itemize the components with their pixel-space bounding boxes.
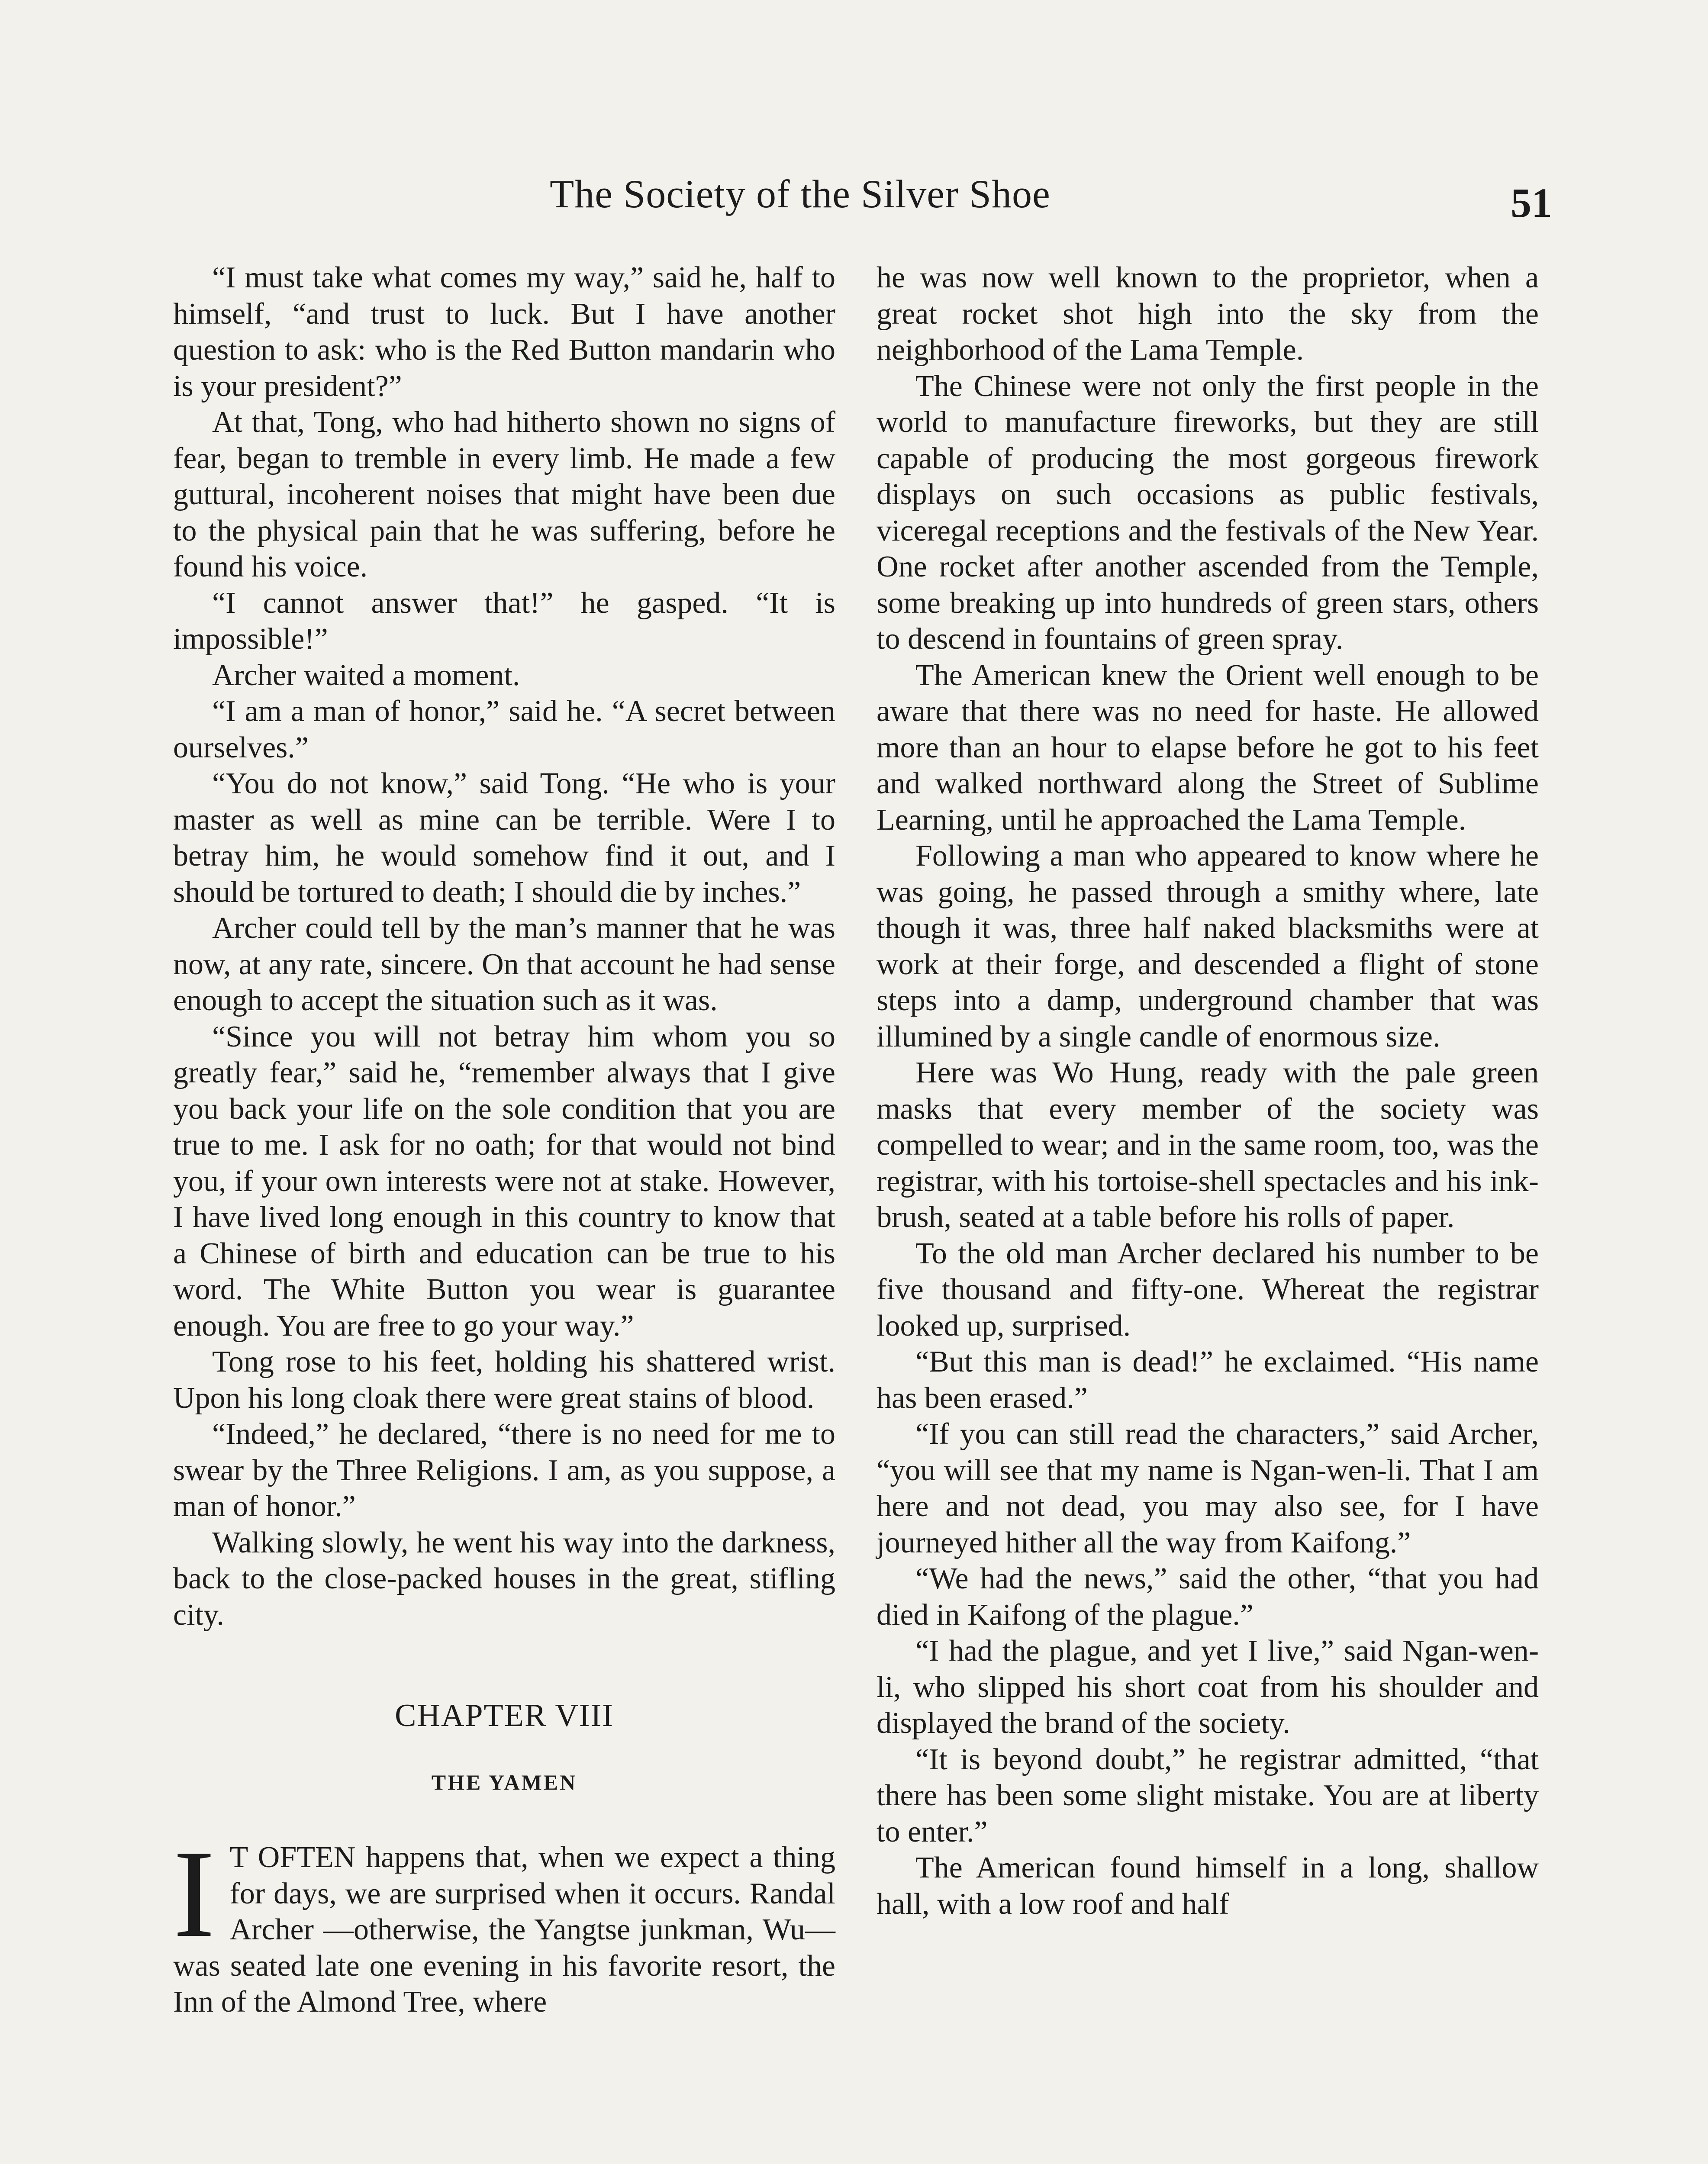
paragraph: Here was Wo Hung, ready with the pale green masks that every member of the society was compelled to wear; and in the same room, too, was the registrar, with his tortoise-shell spectacles and his ink-brush, seated at a table before his rolls of paper. [877, 1056, 1539, 1234]
continued-paragraph: he was now well known to the proprietor, when a great rocket shot high into the sky from the neighborhood of the Lama Temple. [877, 261, 1539, 367]
paragraph: To the old man Archer declared his number to be five thousand and fifty-one. Whereat the registrar looked up, surprised. [877, 1237, 1539, 1343]
paragraph: “It is beyond doubt,” he registrar admitted, “that there has been some slight mistake. You are at liberty to enter.” [877, 1742, 1539, 1848]
chapter-subtitle: THE YAMEN [431, 1770, 577, 1794]
paragraph: “I must take what comes my way,” said he, half to himself, “and trust to luck. But I have another question to ask: who is the Red Button mandarin who is your president?” [173, 261, 835, 403]
right-column [877, 260, 1539, 1922]
paragraph: At that, Tong, who had hitherto shown no signs of fear, began to tremble in every limb. He made a few guttural, incoherent noises that might have been due to the physical pain that he was suffering, before he found his voice. [173, 406, 835, 583]
paragraph: “I cannot answer that!” he gasped. “It is impossible!” [173, 586, 835, 656]
drop-cap: I [173, 1824, 215, 1963]
paragraph: “Since you will not betray him whom you so greatly fear,” said he, “remember always that I give you back your life on the sole condition that you are true to me. I ask for no oath; for that would not bind you, if your own interests were not at stake. However, I have lived long enough in this country to know that a Chinese of birth and education can be true to his word. The White Button you wear is guarantee enough. You are free to go your way.” [173, 1020, 835, 1343]
paragraph: The Chinese were not only the first people in the world to manufacture fireworks, but they are still capable of producing the most gorgeous firework displays on such occasions as public festivals, viceregal receptions and the festivals of the New Year. One rocket after another ascended from the Temple, some breaking up into hundreds of green stars, others to descend in fountains of green spray. [877, 369, 1539, 656]
paragraph: Archer could tell by the man’s manner that he was now, at any rate, sincere. On that account he had sense enough to accept the situation such as it was. [173, 911, 835, 1017]
paragraph: “You do not know,” said Tong. “He who is your master as well as mine can be terrible. Were I to betray him, he would somehow find it out, and I should be tortured to death; I should die by inches.” [173, 767, 835, 909]
paragraph: Archer waited a moment. [212, 658, 520, 692]
running-title: The Society of the Silver Shoe [550, 172, 1051, 216]
paragraph: Following a man who appeared to know where he was going, he passed through a smithy where, late though it was, three half naked blacksmiths were at work at their forge, and descended a flight of stone steps into a damp, underground chamber that was illumined by a single candle of enormous size. [877, 839, 1539, 1053]
paragraph: “I am a man of honor,” said he. “A secret between ourselves.” [173, 695, 835, 764]
paragraph: “We had the news,” said the other, “that you had died in Kaifong of the plague.” [877, 1562, 1539, 1632]
page-number: 51 [1511, 180, 1552, 226]
left-column [173, 260, 835, 2020]
paragraph: “If you can still read the characters,” said Archer, “you will see that my name is Ngan-wen-li. That I am here and not dead, you may also see, for I have journeyed hither all the way from Kaifong.” [877, 1417, 1539, 1559]
paragraph: “But this man is dead!” he exclaimed. “His name has been erased.” [877, 1345, 1539, 1415]
running-header [0, 171, 1708, 232]
paragraph: The American knew the Orient well enough to be aware that there was no need for haste. He allowed more than an hour to elapse before he got to his feet and walked northward along the Street of Sublime Learning, until he approached the Lama Temple. [877, 658, 1539, 837]
paragraph: The American found himself in a long, shallow hall, with a low roof and half [877, 1851, 1539, 1921]
paragraph: Tong rose to his feet, holding his shattered wrist. Upon his long cloak there were great stains of blood. [173, 1345, 835, 1415]
paragraph: Walking slowly, he went his way into the darkness, back to the close-packed houses in the great, stifling city. [173, 1526, 835, 1632]
chapter-opening-paragraph [173, 1824, 835, 2020]
paragraph: “Indeed,” he declared, “there is no need for me to swear by the Three Religions. I am, as you suppose, a man of honor.” [173, 1417, 835, 1523]
paragraph: “I had the plague, and yet I live,” said Ngan-wen-li, who slipped his short coat from his shoulder and displayed the brand of the society. [877, 1634, 1539, 1740]
chapter-heading: CHAPTER VIII [395, 1698, 614, 1733]
opening-text: T OFTEN happens that, when we expect a thing for days, we are surprised when it occurs. Randal Archer —otherwise, the Yangtse junkman, Wu—was seated late one evening in his favorite resort, the Inn of the Almond Tree, where [173, 1841, 835, 2019]
